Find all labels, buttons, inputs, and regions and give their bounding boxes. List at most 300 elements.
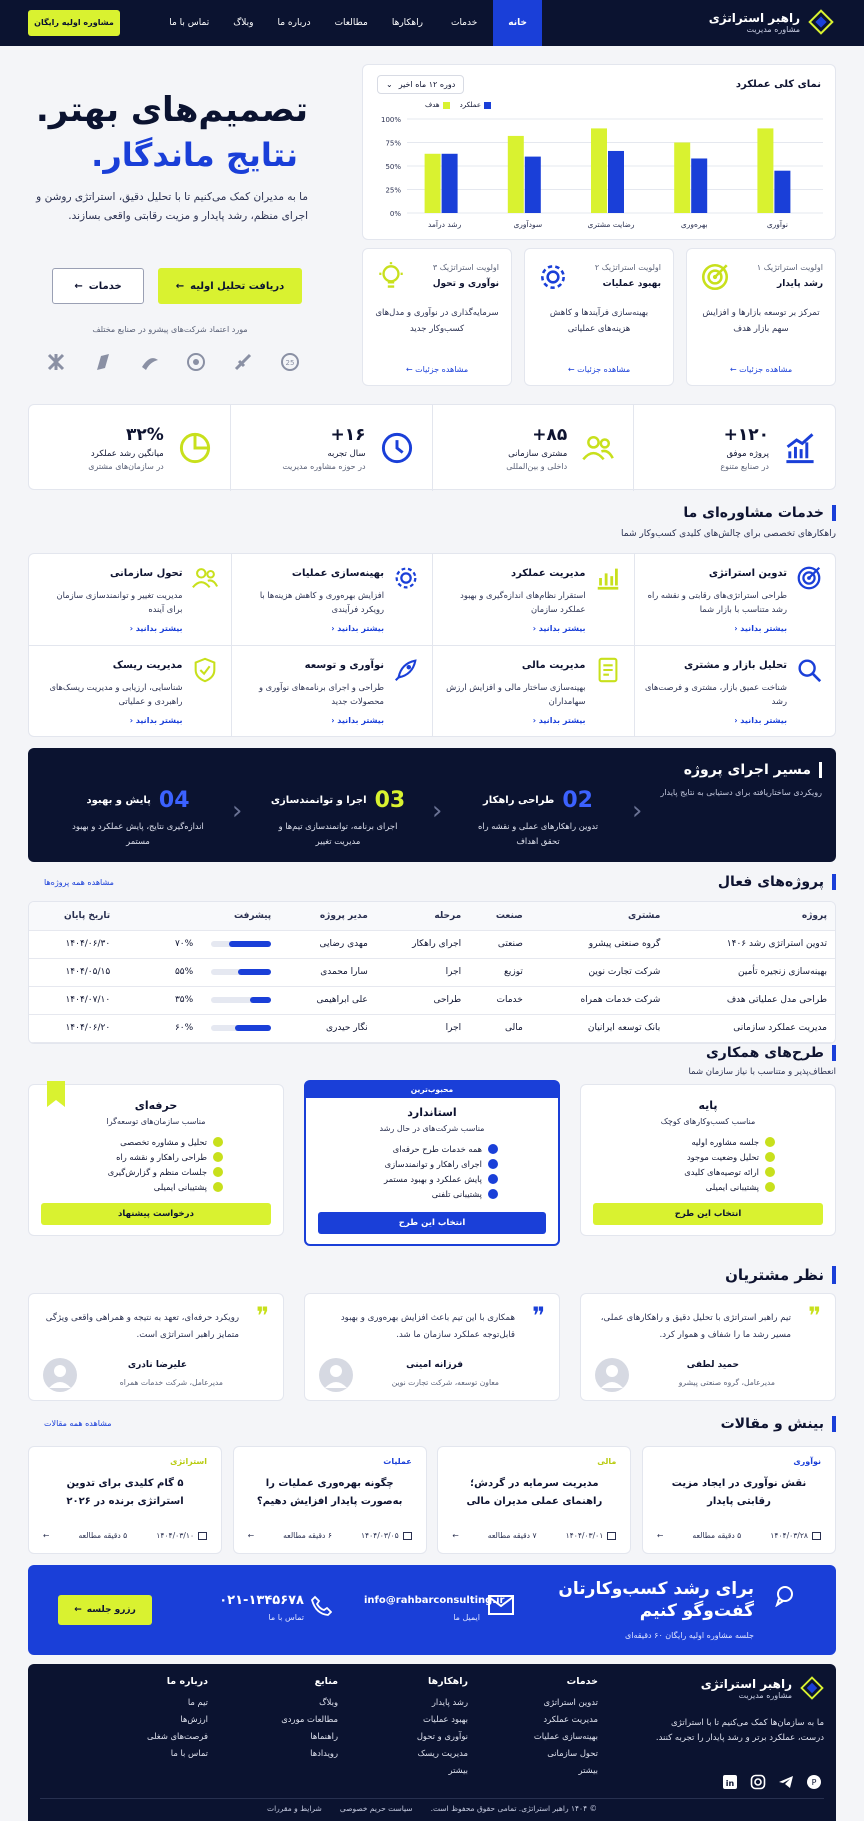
cell-project: تدوین استراتژی رشد ۱۴۰۶ — [668, 930, 835, 958]
progress-bar — [211, 997, 271, 1003]
footer-about: ما به سازمان‌ها کمک می‌کنیم تا با استراتژی درست، عملکرد برتر و رشد پایدار را تجربه کنند. — [655, 1718, 824, 1743]
services-subtitle: راهکارهای تخصصی برای چالش‌های کلیدی کسب‌وکار شما — [621, 529, 836, 539]
plan-button[interactable]: انتخاب این طرح — [318, 1212, 546, 1234]
plan-name: استاندارد — [407, 1106, 457, 1119]
article-card[interactable] — [642, 1446, 836, 1554]
plan-features — [384, 1144, 498, 1204]
view-details-link[interactable] — [525, 365, 673, 374]
footer-link[interactable]: بیشتر — [448, 1765, 468, 1775]
svg-text:25: 25 — [285, 359, 295, 367]
nav-studies[interactable]: مطالعات — [334, 18, 368, 28]
plan-feature — [684, 1167, 775, 1177]
article-title: ۵ گام کلیدی برای تدوین استراتژی برنده در ۲۰۲۶ — [66, 1478, 184, 1507]
bar-performance — [608, 151, 624, 213]
column-header[interactable]: صنعت — [469, 902, 531, 930]
progress-text: ۵۵% — [174, 967, 194, 977]
article-date-text: ۱۴۰۴/۰۳/۰۵ — [360, 1531, 399, 1540]
services-button-label: خدمات — [88, 280, 122, 292]
service-card[interactable] — [634, 646, 836, 737]
stat-item — [29, 405, 230, 491]
footer-link[interactable]: تماس با ما — [170, 1748, 208, 1758]
plan-feature — [108, 1137, 223, 1147]
service-title: نوآوری و توسعه — [304, 660, 384, 671]
cell-industry: صنعتی — [469, 930, 531, 958]
plan-card — [304, 1080, 560, 1246]
progress-fill — [235, 1025, 271, 1031]
cell-industry: مالی — [469, 1014, 531, 1042]
article-tag: عملیات — [383, 1457, 412, 1466]
rocket-icon — [392, 656, 420, 684]
service-title: مدیریت ریسک — [112, 660, 183, 671]
social-links — [722, 1774, 822, 1790]
y-tick-label: 100% — [380, 116, 401, 124]
footer-link[interactable]: نوآوری و تحول — [416, 1731, 468, 1741]
article-card[interactable] — [437, 1446, 631, 1554]
chat-icon — [774, 1585, 796, 1607]
client-logo-icon — [46, 352, 66, 372]
nav-contact[interactable]: تماس با ما — [169, 18, 210, 28]
nav-services[interactable]: خدمات — [450, 18, 478, 28]
nav-blog[interactable]: وبلاگ — [233, 18, 254, 28]
learn-more-link[interactable] — [331, 624, 384, 633]
testimonial-name: علیرضا نادری — [127, 1360, 187, 1370]
cell-client: بانک توسعه ایرانیان — [531, 1014, 668, 1042]
service-card[interactable] — [231, 554, 433, 646]
article-tag: نوآوری — [793, 1457, 821, 1466]
plan-feature-text: پشتیبانی تلفنی — [431, 1189, 482, 1199]
hero-title-2: نتایج ماندگار. — [91, 136, 298, 174]
column-header[interactable]: مدیر پروژه — [279, 902, 376, 930]
step-title: پایش و بهبود — [86, 795, 151, 806]
testimonial-quote: همکاری با این تیم باعث افزایش بهره‌وری و بهبود قابل‌توجه عملکرد سازمان ما شد. — [340, 1313, 515, 1340]
stat-sub: داخلی و بین‌المللی — [506, 462, 568, 471]
process-step — [438, 780, 642, 854]
learn-more-label: بیشتر بدانید — [337, 624, 384, 633]
step-heading — [52, 788, 224, 813]
check-icon — [765, 1137, 775, 1147]
plan-feature-text: تحلیل و مشاوره تخصصی — [120, 1137, 207, 1147]
quote-icon: ❞ — [532, 1302, 545, 1330]
footer-column-title: درباره ما — [166, 1676, 208, 1687]
arrow-left-icon: ← — [175, 280, 185, 292]
avatar — [43, 1358, 77, 1392]
chevron-left-icon: ‹ — [331, 716, 338, 725]
cta-title-2: گفت‌وگو کنیم — [639, 1601, 754, 1621]
popular-badge: محبوب‌ترین — [306, 1082, 558, 1098]
service-card[interactable] — [432, 554, 634, 646]
article-meta — [657, 1531, 821, 1540]
terms-link[interactable]: شرایط و مقررات — [267, 1804, 322, 1813]
progress-bar — [211, 1025, 271, 1031]
plan-card — [580, 1084, 836, 1236]
article-title: نقش نوآوری در ایجاد مزیت رقابتی پایدار — [671, 1478, 807, 1507]
article-title: چگونه بهره‌وری عملیات را به‌صورت پایدار افزایش دهیم؟ — [256, 1478, 403, 1507]
stat-sub: در صنایع متنوع — [720, 462, 769, 471]
footer-link[interactable]: مدیریت ریسک — [417, 1748, 468, 1758]
step-number: 04 — [158, 788, 190, 813]
top-navbar — [0, 0, 864, 46]
shield-icon — [191, 656, 219, 684]
footer-link[interactable]: بهبود عملیات — [422, 1714, 468, 1724]
plan-feature-text: پشتیبانی ایمیلی — [705, 1182, 759, 1192]
stat-label: مشتری سازمانی — [508, 449, 568, 459]
x-tick-label: بهره‌وری — [680, 220, 708, 229]
cell-stage: اجرای راهکار — [376, 930, 469, 958]
table-row[interactable] — [29, 986, 835, 1014]
cell-industry: توزیع — [469, 958, 531, 986]
y-tick-label: 25% — [385, 186, 401, 195]
brand-logo[interactable] — [709, 9, 834, 35]
arrow-left-icon[interactable]: ← — [247, 1531, 255, 1540]
plan-feature — [108, 1182, 223, 1192]
service-card[interactable] — [432, 646, 634, 737]
x-tick-label: رشد درآمد — [427, 220, 462, 229]
view-details-link[interactable] — [687, 365, 835, 374]
process-step — [238, 780, 442, 854]
legend-swatch — [443, 102, 450, 109]
priority-kicker: اولویت استراتژیک ۳ — [432, 263, 499, 272]
view-all-projects-link[interactable]: مشاهده همه پروژه‌ها — [44, 878, 114, 887]
article-card[interactable] — [28, 1446, 222, 1554]
plan-feature — [384, 1159, 498, 1169]
process-title: مسیر اجرای پروژه — [684, 762, 822, 778]
stat-text — [720, 425, 769, 471]
step-number: 03 — [374, 788, 406, 813]
testimonial-quote: رویکرد حرفه‌ای، تعهد به نتیجه و همراهی واقعی ویژگی متمایز راهبر استراتژی است. — [45, 1313, 239, 1340]
table-row[interactable] — [29, 930, 835, 958]
view-all-articles-link[interactable]: مشاهده همه مقالات — [44, 1419, 112, 1428]
projects-table — [28, 901, 836, 1044]
plan-feature — [384, 1174, 498, 1184]
check-icon — [488, 1144, 498, 1154]
priority-link-label: مشاهده جزئیات — [577, 365, 631, 374]
learn-more-label: بیشتر بدانید — [538, 624, 586, 633]
article-meta — [452, 1531, 616, 1540]
cell-client: گروه صنعتی پیشرو — [531, 930, 668, 958]
plans-title: طرح‌های همکاری — [688, 1045, 836, 1061]
x-tick-label: نوآوری — [766, 220, 788, 229]
logo-mark-icon — [808, 9, 834, 35]
cta-title-1: برای رشد کسب‌وکارتان — [558, 1579, 754, 1599]
chevron-left-icon: ‹ — [129, 624, 136, 633]
cell-progress — [118, 930, 279, 958]
step-desc: اندازه‌گیری نتایج، پایش عملکرد و بهبود مستمر — [72, 821, 204, 846]
client-logos — [46, 352, 300, 372]
column-header[interactable]: مرحله — [376, 902, 469, 930]
legend-label-target: هدف — [425, 101, 440, 109]
cell-manager: نگار حیدری — [279, 1014, 376, 1042]
check-icon — [213, 1167, 223, 1177]
chart-up-icon — [783, 431, 817, 465]
testimonial-name: فرزانه امینی — [406, 1360, 463, 1370]
client-logo-icon — [140, 352, 160, 372]
cta-phone[interactable]: ۰۲۱-۱۳۴۵۶۷۸ — [219, 1593, 304, 1608]
priority-link-label: مشاهده جزئیات — [415, 365, 469, 374]
chevron-left-icon: ‹ — [532, 624, 539, 633]
learn-more-label: بیشتر بدانید — [135, 624, 183, 633]
arrow-left-icon[interactable]: ← — [43, 1531, 50, 1540]
article-card[interactable] — [233, 1446, 427, 1554]
article-read-time: ۷ دقیقه مطالعه — [487, 1531, 537, 1540]
learn-more-label: بیشتر بدانید — [337, 716, 384, 725]
footer-link[interactable]: تحول سازمانی — [547, 1748, 598, 1758]
service-title: تدوین استراتژی — [708, 568, 787, 579]
footer-link[interactable]: بهینه‌سازی عملیات — [533, 1731, 598, 1741]
plan-desc: مناسب کسب‌وکارهای کوچک — [660, 1117, 756, 1126]
search-icon — [795, 656, 823, 684]
footer-link[interactable]: وبلاگ — [319, 1697, 338, 1707]
plan-feature-text: اجرای راهکار و توانمندسازی — [384, 1159, 482, 1169]
arrow-left-icon[interactable]: ← — [452, 1531, 459, 1540]
article-date-text: ۱۴۰۴/۰۳/۲۸ — [770, 1531, 808, 1540]
service-card[interactable] — [29, 646, 231, 737]
overview-title: نمای کلی عملکرد — [735, 79, 821, 90]
testimonial-role: مدیرعامل، شرکت خدمات همراه — [119, 1378, 223, 1387]
calendar-icon — [198, 1531, 207, 1540]
article-read-time: ۵ دقیقه مطالعه — [692, 1531, 742, 1540]
cta-subtitle: جلسه مشاوره اولیه رایگان ۶۰ دقیقه‌ای — [624, 1631, 754, 1640]
testimonial-role: مدیرعامل، گروه صنعتی پیشرو — [678, 1378, 775, 1387]
footer-link[interactable]: بیشتر — [578, 1765, 598, 1775]
step-title: طراحی راهکار — [483, 795, 555, 806]
column-header[interactable]: مشتری — [531, 902, 668, 930]
period-select[interactable] — [377, 75, 464, 94]
testimonial-card — [304, 1293, 560, 1401]
progress-wrap — [126, 939, 271, 949]
legend-label-performance: عملکرد — [459, 101, 482, 109]
cta-band — [28, 1565, 836, 1655]
progress-wrap — [126, 1023, 271, 1033]
service-card[interactable] — [231, 646, 433, 737]
footer-link[interactable]: راهنماها — [310, 1731, 338, 1741]
stat-text — [88, 425, 164, 471]
learn-more-link[interactable] — [734, 716, 787, 725]
footer-link[interactable]: ارزش‌ها — [180, 1714, 208, 1724]
footer-link[interactable]: فرصت‌های شغلی — [147, 1731, 208, 1741]
plans-subtitle: انعطاف‌پذیر و متناسب با نیاز سازمان شما — [688, 1067, 836, 1077]
service-title: تحول سازمانی — [109, 568, 183, 579]
progress-text: ۷۰% — [174, 939, 194, 949]
priority-card[interactable] — [686, 248, 836, 386]
book-session-button[interactable] — [58, 1595, 152, 1625]
gear-icon — [392, 564, 420, 592]
privacy-link[interactable]: سیاست حریم خصوصی — [339, 1804, 413, 1813]
arrow-left-icon[interactable]: ← — [657, 1531, 664, 1540]
plan-button[interactable]: انتخاب این طرح — [593, 1203, 823, 1225]
nav-home[interactable]: خانه — [493, 0, 542, 46]
footer-link[interactable]: تدوین استراتژی — [543, 1697, 598, 1707]
process-section — [28, 748, 836, 862]
process-steps — [38, 780, 642, 854]
calendar-icon — [607, 1531, 616, 1540]
hero-buttons — [52, 268, 302, 304]
learn-more-link[interactable] — [331, 716, 384, 725]
article-date-text: ۱۴۰۴/۰۳/۰۱ — [565, 1531, 604, 1540]
table-header-row — [29, 902, 835, 930]
plan-desc: مناسب شرکت‌های در حال رشد — [379, 1124, 485, 1133]
plan-button[interactable]: درخواست پیشنهاد — [41, 1203, 271, 1225]
learn-more-label: بیشتر بدانید — [538, 716, 586, 725]
brand-subtitle: مشاوره مدیریت — [746, 24, 800, 34]
article-title: مدیریت سرمایه در گردش؛ راهنمای عملی مدیران مالی — [466, 1478, 603, 1507]
plan-feature — [684, 1152, 775, 1162]
step-desc: اجرای برنامه، توانمندسازی تیم‌ها و مدیریت تغییر — [278, 821, 398, 846]
free-consult-button[interactable]: مشاوره اولیه رایگان — [28, 10, 120, 36]
column-header[interactable]: تاریخ پایان — [29, 902, 118, 930]
article-date — [566, 1531, 617, 1540]
column-header[interactable]: پیشرفت — [118, 902, 279, 930]
stat-item — [432, 405, 634, 491]
cell-stage: اجرا — [376, 958, 469, 986]
services-button[interactable] — [52, 268, 144, 304]
footer-columns — [98, 1676, 598, 1782]
linkedin-icon[interactable] — [722, 1774, 738, 1790]
bar-target — [591, 128, 607, 213]
legend-item-performance — [460, 101, 491, 109]
progress-fill — [250, 997, 271, 1003]
footer-column-title: خدمات — [566, 1676, 598, 1687]
progress-text: ۶۰% — [174, 1023, 194, 1033]
service-desc: بهینه‌سازی ساختار مالی و افزایش ارزش سهامداران — [446, 682, 586, 706]
footer-link[interactable]: تیم ما — [187, 1697, 208, 1707]
priority-desc: تمرکز بر توسعه بازارها و افزایش سهم بازار هدف — [702, 308, 820, 334]
article-date-text: ۱۴۰۴/۰۳/۱۰ — [156, 1531, 195, 1540]
gear-icon — [537, 261, 569, 293]
testimonial-name: حمید لطفی — [686, 1360, 739, 1370]
avatar — [319, 1358, 353, 1392]
plan-feature — [108, 1167, 223, 1177]
arrow-left-icon: ← — [729, 365, 740, 374]
stat-item — [230, 405, 432, 491]
footer-column — [98, 1676, 208, 1782]
period-select-value: دوره ۱۲ ماه اخیر — [398, 80, 456, 89]
learn-more-label: بیشتر بدانید — [135, 716, 183, 725]
service-card[interactable] — [29, 554, 231, 646]
performance-bar-chart — [363, 109, 835, 239]
cell-project: طراحی مدل عملیاتی هدف — [668, 986, 835, 1014]
priority-desc: سرمایه‌گذاری در نوآوری و مدل‌های کسب‌وکار جدید — [375, 308, 499, 334]
testimonial-role: معاون توسعه، شرکت تجارت نوین — [391, 1378, 499, 1387]
column-header[interactable]: پروژه — [668, 902, 835, 930]
get-analysis-button[interactable] — [158, 268, 302, 304]
chevron-down-icon: ⌄ — [386, 80, 393, 89]
bar-performance — [691, 158, 707, 213]
hero-description: ما به مدیران کمک می‌کنیم تا با تحلیل دقیق، استراتژی روشن و اجرای منظم، رشد پایدار و مزیت رقابتی واقعی بسازند. — [36, 191, 308, 222]
table-row[interactable] — [29, 1014, 835, 1042]
article-meta — [43, 1531, 207, 1540]
footer-link[interactable]: مدیریت عملکرد — [543, 1714, 598, 1724]
telegram-icon[interactable] — [778, 1774, 794, 1790]
priority-card[interactable] — [362, 248, 512, 386]
footer-link[interactable]: رویدادها — [310, 1748, 338, 1758]
learn-more-link[interactable] — [734, 624, 787, 633]
footer-brand[interactable] — [701, 1676, 824, 1700]
service-desc: افزایش بهره‌وری و کاهش هزینه‌ها با رویکرد فرآیندی — [259, 590, 384, 614]
stat-text — [282, 425, 365, 471]
service-desc: شناخت عمیق بازار، مشتری و فرصت‌های رشد — [644, 682, 787, 706]
brand-title: راهبر استراتژی — [708, 10, 800, 25]
testimonial-quote: تیم راهبر استراتژی با تحلیل دقیق و راهکارهای عملی، مسیر رشد ما را شفاف و هموار کرد. — [600, 1313, 791, 1340]
chevron-left-icon: ‹ — [331, 624, 338, 633]
learn-more-label: بیشتر بدانید — [740, 716, 787, 725]
cell-progress — [118, 958, 279, 986]
cell-manager: سارا محمدی — [279, 958, 376, 986]
nav-about[interactable]: درباره ما — [277, 18, 311, 28]
learn-more-link[interactable] — [533, 716, 586, 725]
learn-more-link[interactable] — [130, 624, 183, 633]
cell-client: شرکت تجارت نوین — [531, 958, 668, 986]
users-icon — [191, 564, 219, 592]
footer-link[interactable]: رشد پایدار — [431, 1697, 468, 1707]
nav-solutions[interactable]: راهکارها — [391, 18, 423, 28]
stat-value: ۱۲۰+ — [723, 425, 769, 445]
footer-link[interactable]: مطالعات موردی — [281, 1714, 338, 1724]
plan-feature — [108, 1152, 223, 1162]
plan-feature-text: همه خدمات طرح حرفه‌ای — [392, 1144, 482, 1154]
document-icon — [594, 656, 622, 684]
priority-title: رشد پایدار — [777, 279, 823, 289]
stat-label: میانگین رشد عملکرد — [90, 449, 164, 459]
target-icon — [699, 261, 731, 293]
plan-feature-text: جلسات منظم و گزارش‌گیری — [107, 1167, 207, 1177]
bar-chart-icon — [594, 564, 622, 592]
cell-stage: طراحی — [376, 986, 469, 1014]
chevron-left-icon: ‹ — [734, 624, 741, 633]
view-details-link[interactable] — [363, 365, 511, 374]
testimonials-title: نظر مشتریان — [725, 1266, 836, 1284]
learn-more-link[interactable] — [533, 624, 586, 633]
plan-feature-text: تحلیل وضعیت موجود — [686, 1152, 759, 1162]
table-row[interactable] — [29, 958, 835, 986]
priority-link-label: مشاهده جزئیات — [739, 365, 793, 374]
testimonials-row — [28, 1293, 836, 1401]
process-subtitle: رویکردی ساختاریافته برای دستیابی به نتایج پایدار — [660, 788, 822, 797]
footer-brand-subtitle: مشاوره مدیریت — [738, 1690, 792, 1700]
bar-target — [757, 128, 773, 213]
chart-legend — [425, 101, 491, 109]
plan-feature — [384, 1144, 498, 1154]
progress-fill — [229, 941, 271, 947]
testimonial-card — [580, 1293, 836, 1401]
plans-row — [28, 1080, 836, 1246]
performance-overview-card — [362, 64, 836, 240]
stat-value: ۳۲% — [125, 425, 164, 445]
cta-email[interactable]: info@rahbarconsulting.ir — [364, 1595, 505, 1606]
service-title: مدیریت عملکرد — [510, 568, 586, 579]
services-grid — [28, 553, 836, 737]
check-icon — [765, 1167, 775, 1177]
learn-more-link[interactable] — [130, 716, 183, 725]
progress-wrap — [126, 967, 271, 977]
chevron-left-icon: ‹ — [129, 716, 136, 725]
priority-kicker: اولویت استراتژیک ۱ — [756, 263, 823, 272]
service-desc: طراحی استراتژی‌های رقابتی و نقشه راه رشد متناسب با بازار شما — [647, 590, 787, 614]
service-title: مدیریت مالی — [521, 660, 586, 671]
legend-swatch — [484, 102, 491, 109]
instagram-icon[interactable] — [750, 1774, 766, 1790]
priority-card[interactable] — [524, 248, 674, 386]
logo-mark-icon — [800, 1676, 824, 1700]
footer-column-title: منابع — [314, 1676, 338, 1687]
calendar-icon — [403, 1531, 412, 1540]
avatar — [595, 1358, 629, 1392]
pinterest-icon[interactable] — [806, 1774, 822, 1790]
step-desc: تدوین راهکارهای عملی و نقشه راه تحقق اهداف — [477, 821, 599, 846]
service-card[interactable] — [634, 554, 836, 646]
progress-bar — [211, 969, 271, 975]
y-tick-label: 0% — [389, 210, 401, 218]
service-title: تحلیل بازار و مشتری — [684, 660, 787, 671]
